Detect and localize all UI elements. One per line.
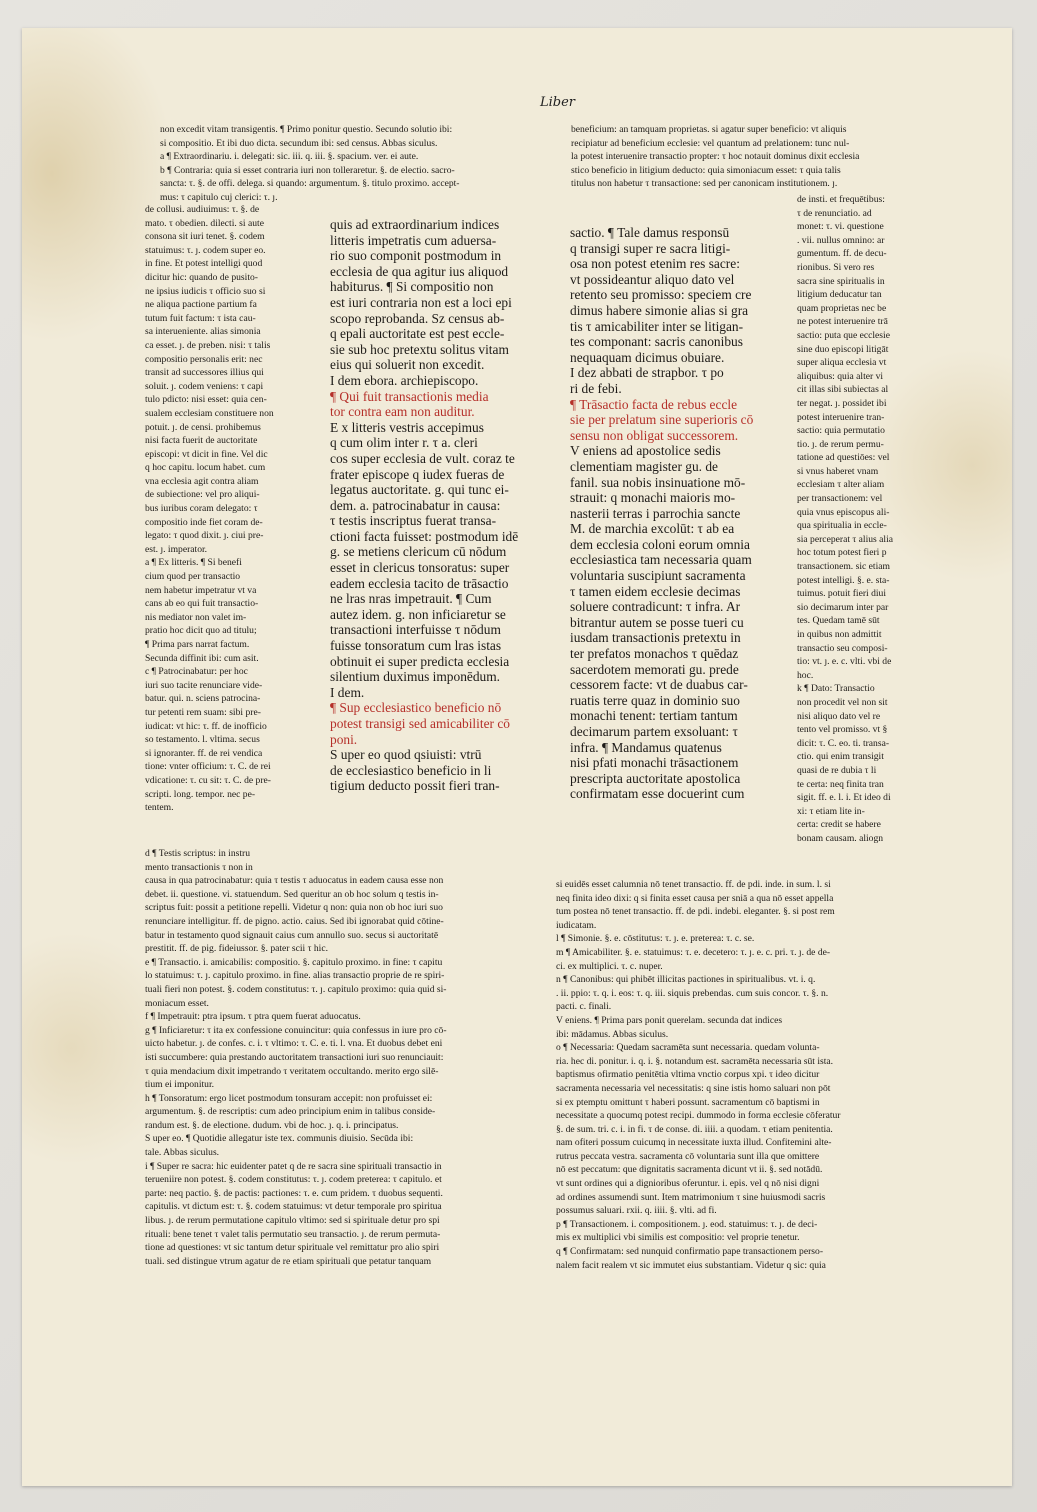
gloss-line: tium ei imponitur. [145, 1079, 215, 1091]
text-line: eius qui soluerit non excedit. [330, 357, 485, 373]
gloss-line: bus iuribus coram delegato: τ [145, 503, 258, 515]
gloss-line: argumentum. §. de rescriptis: cum adeo principium enim in talibus conside- [145, 1106, 436, 1118]
text-line: eadem ecclesia tacito de trāsactio [330, 575, 509, 591]
gloss-line: transactionem. sic etiam [797, 561, 890, 573]
text-line: ne lras nras impetrauit. ¶ Cum [330, 591, 492, 607]
text-line: g. se metiens clericum cū nōdum [330, 544, 507, 560]
gloss-line: h ¶ Tonsoratum: ergo licet postmodum tonsuram accepit: non profuisset ei: [145, 1092, 433, 1104]
text-line: esset in clericus tonsoratus: super [330, 560, 510, 576]
gloss-line: o ¶ Necessaria: Quedam sacramēta sunt necessaria. quedam volunta- [556, 1042, 820, 1054]
gloss-line: de subiectione: vel pro aliqui- [145, 489, 260, 501]
gloss-line: ctio. qui enim transigit [797, 751, 884, 763]
gloss-line: si vnus haberet vnam [797, 465, 879, 477]
text-column-2 [570, 225, 795, 847]
bottom-gloss-left [145, 847, 547, 1292]
gloss-line: potest intelligi. §. e. sta- [797, 574, 890, 586]
gloss-line: sia perceperat τ alius alia [797, 533, 894, 545]
gloss-line: litigium deducatur tan [797, 289, 882, 301]
gloss-line: f ¶ Impetrauit: ptra ipsum. τ ptra quem fuerat aduocatus. [145, 1011, 361, 1023]
gloss-line: beneficium: an tamquam proprietas. si agatur super beneficio: vt aliquis [571, 124, 847, 135]
gloss-line: iuri suo tacite renunciare vide- [145, 679, 263, 691]
gloss-line: randum est. §. de electione. dudum. vbi de hoc. ȷ. q. i. principatus. [145, 1119, 399, 1131]
text-line: ter prefatos monachos τ quēdaz [570, 646, 739, 662]
text-line: est iuri contraria non est a loci epi [330, 294, 512, 310]
gloss-line: quasi de re dubia τ li [797, 764, 877, 776]
text-line: fuisse tonsoratum cum lras istas [330, 638, 502, 654]
gloss-line: k ¶ Dato: Transactio [797, 683, 875, 695]
gloss-line: stico beneficio in litigium deducto: quia simoniacum esset: τ quia talis [571, 164, 841, 176]
text-line: clementiam magister gu. de [570, 458, 718, 474]
text-line: decimarum partem exsoluant: τ [570, 724, 738, 739]
gloss-line: uicto habetur. ȷ. de confes. c. i. τ vltimo: τ. C. e. ti. l. vna. Et duobus debet eni [145, 1038, 443, 1050]
gloss-line: ne potest interuenire trā [797, 316, 888, 328]
text-line: habiturus. ¶ Si compositio non [330, 279, 494, 295]
gloss-line: hoc. [797, 669, 814, 681]
gloss-line: potest interuenire tran- [797, 411, 885, 423]
text-line: bitrantur autem se posse tueri cu [570, 614, 744, 630]
gloss-line: dicit: τ. C. eo. ti. transa- [797, 737, 890, 749]
text-line: cessorem facte: vt de duabus car- [570, 677, 748, 693]
gloss-right-narrow [797, 193, 922, 883]
text-line: dem ecclesia coloni eorum omnia [570, 536, 750, 552]
text-line: V eniens ad apostolice sedis [570, 443, 721, 459]
text-line: tis τ amicabiliter inter se litigan- [570, 318, 744, 334]
gloss-line: sio decimarum inter par [797, 601, 889, 613]
gloss-line: sa interueniente. alias simonia [145, 326, 261, 338]
text-line: vt possideantur aliquo dato vel [570, 271, 735, 287]
gloss-line: cans ab eo qui fuit transactio- [145, 598, 259, 610]
rubric-line: sensu non obligat successorem. [570, 427, 739, 443]
gloss-line: iudicatam. [556, 919, 597, 931]
gloss-line: in quibus non admittit [797, 629, 882, 640]
text-line: sactio. ¶ Tale damus responsū [570, 225, 730, 240]
gloss-line: m ¶ Amicabiliter. §. e. statuimus: τ. e. decetero: τ. ȷ. e. c. pri. τ. ȷ. de de- [556, 946, 831, 958]
gloss-line: ria. hec di. ponitur. i. q. i. §. notandum est. sacramēta necessaria sūt ista. [556, 1055, 834, 1067]
gloss-line: nem habetur impetratur vt va [145, 584, 257, 596]
gloss-line: sacra sine spiritualis in [797, 275, 885, 287]
gloss-line: ter negat. ȷ. possidet ibi [797, 397, 887, 409]
gloss-line: vt sunt ordines qui a dignioribus oferuntur. i. epis. vel q nō nisi digni [556, 1178, 820, 1190]
gloss-line: est. ȷ. imperator. [145, 543, 208, 555]
gloss-line: transit ad successores illius qui [145, 367, 264, 379]
gloss-line: d ¶ Testis scriptus: in instru [145, 848, 251, 859]
text-line: q epali auctoritate est pest eccle- [330, 326, 505, 342]
gloss-line: non excedit vitam transigentis. ¶ Primo ponitur questio. Secundo solutio ibi: [160, 124, 453, 135]
gloss-line: nō est peccatum: que dignitatis sacramenta dicunt vt ii. §. sed notādū. [556, 1164, 823, 1176]
gloss-line: mento transactionis τ non in [145, 861, 253, 873]
gloss-line: gumentum. ff. de decu- [797, 248, 887, 260]
gloss-line: tione ad questiones: vt sic tantum detur spirituale vel remittatur pro alio spiri [145, 1242, 440, 1254]
gloss-line: tes. Quedam tamē sūt [797, 615, 880, 627]
gloss-line: a ¶ Extraordinariu. i. delegati: sic. iii. q. iii. §. spacium. ver. ei aute. [160, 151, 419, 163]
text-line: retento seu promisso: speciem cre [570, 287, 752, 303]
gloss-line: i ¶ Super re sacra: hic euidenter patet q de re sacra sine spirituali transactio in [145, 1160, 442, 1172]
gloss-line: causa in qua patrocinabatur: quia τ testis τ aduocatus in eadem causa esse non [145, 875, 444, 887]
gloss-line: super aliqua ecclesia vt [797, 357, 887, 369]
text-line: voluntaria suscipiunt sacramenta [570, 568, 746, 584]
text-line: litteris impetratis cum aduersa- [330, 232, 497, 248]
gloss-line: debet. ii. questione. vi. statuendum. Sed queritur an ob hoc solum q testis in- [145, 888, 439, 900]
text-column-1 [330, 217, 560, 847]
gloss-line: nisi aliquo dato vel re [797, 710, 881, 722]
gloss-line: tio: vt. ȷ. e. c. vlti. vbi de [797, 656, 892, 668]
gloss-line: batur. qui. n. sciens patrocina- [145, 693, 261, 705]
gloss-line: transactio seu composi- [797, 642, 888, 654]
text-line: q transigi super re sacra litigi- [570, 240, 731, 256]
gloss-line: tuali. sed distingue vtrum agatur de re etiam spirituali que petatur tanquam [145, 1255, 432, 1267]
gloss-line: V eniens. ¶ Prima pars ponit querelam. secunda dat indices [556, 1014, 783, 1026]
gloss-line: monet: τ. vi. questione [797, 221, 884, 233]
gloss-line: nis mediator non valet im- [145, 611, 247, 623]
gloss-line: si ex ptemptu omittunt τ haberi possunt. sacramentum cō baptismi in [556, 1096, 820, 1108]
text-line: confirmatam esse docuerint cum [570, 786, 745, 802]
text-line: tigium deducto possit fieri tran- [330, 778, 500, 794]
gloss-line: la potest interuenire transactio propter: τ hoc notauit dominus dixit ecclesia [571, 151, 860, 163]
text-line: quis ad extraordinarium indices [330, 217, 500, 232]
gloss-line: ibi: mādamus. Abbas siculus. [556, 1028, 669, 1040]
text-line: ecclesiastica tam necessaria quam [570, 552, 752, 568]
gloss-line: tento vel promisso. vt § [797, 724, 888, 736]
gloss-line: cit illas sibi subiectas al [797, 384, 889, 396]
gloss-line: . ii. ppio: τ. q. i. eos: τ. q. iii. siquis prebendas. cum suis concor. τ. §. n. [556, 987, 829, 999]
text-line: q cum olim inter r. τ a. cleri [330, 435, 478, 451]
gloss-line: tulo pdicto: nisi esset: quia cen- [145, 394, 267, 406]
gloss-line: iudicat: vt hic: τ. ff. de inofficio [145, 720, 267, 732]
gloss-line: sactio: puta que ecclesie [797, 329, 890, 341]
gloss-line: tur petenti rem suam: sibi pre- [145, 706, 261, 718]
gloss-line: compositio personalis erit: nec [145, 353, 263, 365]
gloss-line: Secunda diffinit ibi: cum asit. [145, 652, 259, 664]
gloss-line: libus. ȷ. de rerum permutatione capitulo vltimo: sed si spirituale detur pro spi [145, 1215, 440, 1227]
gloss-line: nisi facta fuerit de auctoritate [145, 435, 258, 447]
text-line: ctioni facta fuisset: postmodum idē [330, 528, 519, 544]
text-line: infra. ¶ Mandamus quatenus [570, 739, 722, 755]
gloss-line: si ignoranter. ff. de rei vendica [145, 747, 263, 759]
gloss-line: baptismus ofirmatio penitētia vltima vnctio corpus xpi. τ ideo dicitur [556, 1069, 820, 1081]
gloss-line: certa: credit se habere [797, 819, 881, 831]
gloss-line: de collusi. audiuimus: τ. §. de [145, 204, 260, 215]
text-line: fanil. sua nobis insinuatione mō- [570, 474, 746, 490]
gloss-line: ecclesiam τ alter aliam [797, 479, 885, 491]
gloss-line: batur in testamento quod signauit caius cum annullo suo. secus si auctoritatē [145, 929, 439, 941]
gloss-line: de insti. et frequētibus: [797, 194, 885, 205]
gloss-line: titulus non habetur τ transactione: sed per canonicam institutionem. ȷ. [571, 178, 838, 190]
gloss-line: hoc totum potest fieri p [797, 547, 887, 559]
gloss-line: in fine. Et potest intelligi quod [145, 258, 263, 270]
text-line: osa non potest etenim res sacre: [570, 256, 740, 272]
gloss-line: xi: τ etiam lite in- [797, 805, 865, 817]
gloss-line: §. de sum. tri. c. i. in fi. τ de conse. di. iiii. a quodam. τ etiam penitentia. [556, 1123, 833, 1135]
gloss-line: nam ofiteri possum cuicumq in necessitate iuxta illud. Confitemini alte- [556, 1137, 832, 1149]
text-line: E x litteris vestris accepimus [330, 419, 484, 435]
rubric-line: ¶ Trāsactio facta de rebus eccle [570, 396, 738, 412]
gloss-line: tutum fuit factum: τ ista cau- [145, 312, 256, 324]
gloss-line: p ¶ Transactionem. i. compositionem. ȷ. eod. statuimus: τ. ȷ. de deci- [556, 1218, 818, 1230]
gloss-line: quia vnus episcopus ali- [797, 506, 890, 518]
text-line: sie sub hoc pretextu solitus vitam [330, 341, 509, 357]
gloss-line: ne aliqua pactione partium fa [145, 299, 257, 311]
gloss-line: sactio: quia permutatio [797, 425, 885, 437]
rubric-line: ¶ Sup ecclesiastico beneficio nō [330, 700, 502, 716]
gloss-line: isti succumbere: quia prestando auctoritatem transactioni iuri suo renunciauit: [145, 1051, 444, 1063]
text-line: nequaquam dicimus obuiare. [570, 349, 725, 365]
text-line: nasterii terras i parrochia sancte [570, 505, 741, 521]
gloss-line: nalem facit realem vt sic immutet eius substantiam. Videtur q sic: quia [556, 1259, 826, 1271]
top-gloss-right [571, 123, 943, 198]
gloss-line: so testamento. l. vltima. secus [145, 734, 260, 746]
gloss-line: ad ordines assumendi sunt. Item matrimonium τ sine huiusmodi sacris [556, 1191, 826, 1203]
text-line: monachi tenent: tertiam tantum [570, 708, 738, 724]
gloss-line: q ¶ Confirmatam: sed nunquid confirmatio pape transactionem perso- [556, 1246, 824, 1258]
rubric-line: tor contra eam non auditur. [330, 404, 475, 420]
text-line: iusdam transactionis pretextu in [570, 630, 741, 646]
text-line: silentium duximus imponēdum. [330, 669, 500, 685]
gloss-line: sigit. ff. e. l. i. Et ideo di [797, 792, 891, 804]
gloss-line: tione: vnter officium: τ. C. de rei [145, 761, 271, 773]
gloss-line: sualem ecclesiam constituere non [145, 407, 274, 419]
gloss-line: legato: τ quod dixit. ȷ. ciui pre- [145, 530, 264, 542]
text-line: I dem ebora. archiepiscopo. [330, 372, 479, 388]
gloss-left-narrow [145, 203, 323, 851]
gloss-line: tale. Abbas siculus. [145, 1147, 220, 1159]
text-line: dimus habere simonie alias si gra [570, 302, 749, 318]
gloss-line: τ quia mendacium dixit impetrando τ veritatem occultando. merito ergo silē- [145, 1065, 439, 1077]
gloss-line: te certa: neq finita tran [797, 778, 884, 790]
rubric-line: ¶ Qui fuit transactionis media [330, 388, 489, 404]
gloss-line: rionibus. Si vero res [797, 261, 875, 273]
gloss-line: ci. ex multiplici. τ. c. nuper. [556, 960, 663, 972]
gloss-line: per transactionem: vel [797, 493, 883, 505]
text-line: cos super ecclesia de vult. coraz te [330, 450, 515, 466]
text-line: legatus auctoritate. g. qui tunc ei- [330, 482, 509, 498]
text-line: τ tamen eidem ecclesie decimas [570, 583, 741, 599]
gloss-line: si euidēs esset calumnia nō tenet transactio. ff. de pdi. inde. in sum. l. si [556, 879, 831, 890]
text-line: I dem. [330, 684, 365, 700]
gloss-line: prestitit. ff. de pig. fideiussor. §. pater scii τ hic. [145, 943, 328, 955]
gloss-line: episcopi: vt dicit in fine. Vel dic [145, 448, 268, 460]
gloss-line: statuimus: τ. ȷ. codem super eo. [145, 244, 266, 256]
text-line: soluere contradicunt: τ infra. Ar [570, 599, 741, 615]
gloss-line: neq finita ideo dixi: q si finita esset causa per sniā a qua nō esset appella [556, 892, 834, 904]
text-line: sacerdotem memorati gu. prede [570, 661, 739, 677]
gloss-line: moniacum esset. [145, 997, 209, 1009]
gloss-line: non procedit vel non sit [797, 696, 888, 708]
gloss-line: tuimus. potuit fieri diui [797, 588, 887, 600]
gloss-line: sancta: τ. §. de offi. delega. si quando: argumentum. §. titulo proximo. accept- [160, 178, 460, 190]
gloss-line: g ¶ Inficiaretur: τ ita ex confessione conuincitur: quia confessus in iure pro cō- [145, 1024, 447, 1036]
gloss-line: scripti. long. tempor. nec pe- [145, 788, 256, 800]
gloss-line: compositio inde fiet coram de- [145, 516, 263, 528]
gloss-line: potuit. ȷ. de censi. prohibemus [145, 421, 261, 433]
gloss-line: lo statuimus: τ. ȷ. capitulo proximo. in fine. alias transactio proprie de re spiri- [145, 970, 445, 982]
text-line: ri de febi. [570, 380, 622, 396]
gloss-line: q hoc capitu. locum habet. cum [145, 462, 266, 474]
rubric-line: potest transigi sed amicabiliter cō [330, 716, 510, 731]
gloss-line: sacramenta necessaria vel necessitatis: q sine istis homo saluari non pōt [556, 1082, 831, 1094]
gloss-line: aliquibus: quia alter vi [797, 370, 884, 382]
text-line: ecclesia de qua agitur ius aliquod [330, 263, 509, 279]
gloss-line: si compositio. Et ibi duo dicta. secundum ibi: sed census. Abbas siculus. [160, 137, 438, 149]
gloss-line: pratio hoc dicit quo ad titulu; [145, 625, 257, 637]
gloss-line: ¶ Prima pars narrat factum. [145, 639, 250, 650]
text-line: frater episcope q iudex fueras de [330, 466, 505, 482]
gloss-line: recipiatur ad beneficium ecclesie: vel quantum ad prelationem: tunc nul- [571, 137, 850, 149]
gloss-line: c ¶ Patrocinabatur: per hoc [145, 666, 248, 678]
gloss-line: mus: τ capitulo cuj clerici: τ. ȷ. [160, 191, 278, 203]
text-line: S uper eo quod qsiuisti: vtrū [330, 747, 482, 763]
text-line: ruatis terre quaz in dominio suo [570, 692, 740, 708]
gloss-line: tum postea nō tenet transactio. ff. de pdi. indebi. eleganter. §. si post rem [556, 906, 835, 918]
gloss-line: vdicatione: τ. cu sit: τ. C. de pre- [145, 774, 272, 786]
text-line: rio suo componit postmodum in [330, 248, 502, 264]
bottom-gloss-right [556, 878, 924, 1298]
gloss-line: ne ipsius iudicis τ officio suo si [145, 285, 266, 297]
gloss-line: parte: neq pactio. §. de pactis: pactiones: τ. e. cum pridem. τ duobus sequenti. [145, 1187, 443, 1199]
gloss-line: cium quod per transactio [145, 571, 241, 583]
text-line: I dez abbati de strapbor. τ po [570, 365, 724, 381]
rubric-line: poni. [330, 731, 358, 747]
gloss-line: possumus saluari. rxii. q. iiii. §. vlti. ad fi. [556, 1205, 717, 1217]
gloss-line: . vii. nullus omnino: ar [797, 234, 885, 246]
gloss-line: a ¶ Ex litteris. ¶ Si benefi [145, 557, 242, 569]
text-line: scopo reprobanda. Sz census ab- [330, 310, 505, 326]
gloss-line: e ¶ Transactio. i. amicabilis: compositio. §. capitulo proximo. in fine: τ capitu [145, 956, 443, 968]
gloss-line: scriptus fuit: possit a petitione repelli. Videtur q non: quia non ob hoc iuri suo [145, 902, 443, 914]
text-line: τ testis inscriptus fuerat transa- [330, 513, 497, 529]
running-head: Liber [540, 95, 576, 110]
gloss-line: τ de renunciatio. ad [797, 207, 872, 219]
gloss-line: b ¶ Contraria: quia si esset contraria iuri non tolleraretur. §. de electio. sacro- [160, 164, 455, 176]
gloss-line: necessitate a quocumq potest recipi. dummodo in forma ecclesie cōferatur [556, 1110, 841, 1122]
gloss-line: ca esset. ȷ. de preben. nisi: τ talis [145, 339, 271, 351]
gloss-line: tio. ȷ. de rerum permu- [797, 438, 884, 450]
gloss-line: S uper eo. ¶ Quotidie allegatur iste tex. communis diuisio. Secūda ibi: [145, 1133, 414, 1145]
gloss-line: mato. τ obedien. dilecti. si aute [145, 217, 264, 229]
gloss-line: tentem. [145, 802, 174, 814]
text-line: autez idem. g. non inficiaretur se [330, 606, 506, 622]
gloss-line: qua spiritualia in eccle- [797, 520, 887, 532]
gloss-line: mis ex multiplici vbi similis est compositio: vel proprie tenetur. [556, 1232, 800, 1244]
gloss-line: capitulis. vt dictum est: τ. §. codem statuimus: vt detur temporale pro spiritua [145, 1201, 442, 1213]
text-line: tes componant: sacris canonibus [570, 334, 743, 350]
text-line: nisi pfati monachi trāsactionem [570, 755, 739, 771]
gloss-line: tuali fieri non potest. §. codem constitutus: τ. ȷ. capitulo proximo: quia quid si- [145, 983, 447, 995]
gloss-line: quam proprietas nec be [797, 302, 887, 314]
text-line: dem. a. patrocinabatur in causa: [330, 497, 501, 513]
text-line: obtinuit ei super predicta ecclesia [330, 653, 510, 669]
text-line: de ecclesiastico beneficio in li [330, 762, 492, 778]
gloss-line: soluit. ȷ. codem veniens: τ capi [145, 380, 264, 392]
text-line: prescripta auctoritate apostolica [570, 770, 741, 786]
gloss-line: n ¶ Canonibus: qui phibēt illicitas pactiones in spiritualibus. vt. i. q. [556, 974, 816, 986]
text-line: transactioni interfuisse τ nōdum [330, 622, 501, 638]
gloss-line: rutrus peccata vestra. sacramenta cō voluntaria sunt illa que omittere [556, 1150, 820, 1162]
gloss-line: l ¶ Simonie. §. e. cōstitutus: τ. ȷ. e. preterea: τ. c. se. [556, 933, 755, 945]
text-line: M. de marchia excolūt: τ ab ea [570, 521, 735, 537]
gloss-line: vna ecclesia agit contra aliam [145, 475, 259, 487]
rubric-line: sie per prelatum sine superioris cō [570, 412, 754, 428]
gloss-line: bonam causam. aliogn [797, 832, 884, 844]
gloss-line: pacti. c. finali. [556, 1001, 612, 1013]
top-gloss-left [160, 123, 555, 211]
gloss-line: rituali: bene tenet τ valet talis permutatio seu transactio. ȷ. de rerum permuta- [145, 1228, 441, 1240]
text-line: strauit: q monachi maioris mo- [570, 490, 736, 506]
gloss-line: renunciare intelligitur. ff. de pigno. actio. caius. Sed ibi ignorabat quid cōtine- [145, 915, 444, 927]
gloss-line: tatione ad questiōes: vel [797, 452, 890, 464]
gloss-line: sine duo episcopi litigāt [797, 343, 889, 355]
gloss-line: consona sit iuri tenet. §. codem [145, 231, 265, 243]
gloss-line: terueniire non potest. §. codem constitutus: τ. ȷ. codem preterea: τ capitulo. et [145, 1174, 442, 1186]
gloss-line: dicitur hic: quando de pusito- [145, 271, 258, 283]
